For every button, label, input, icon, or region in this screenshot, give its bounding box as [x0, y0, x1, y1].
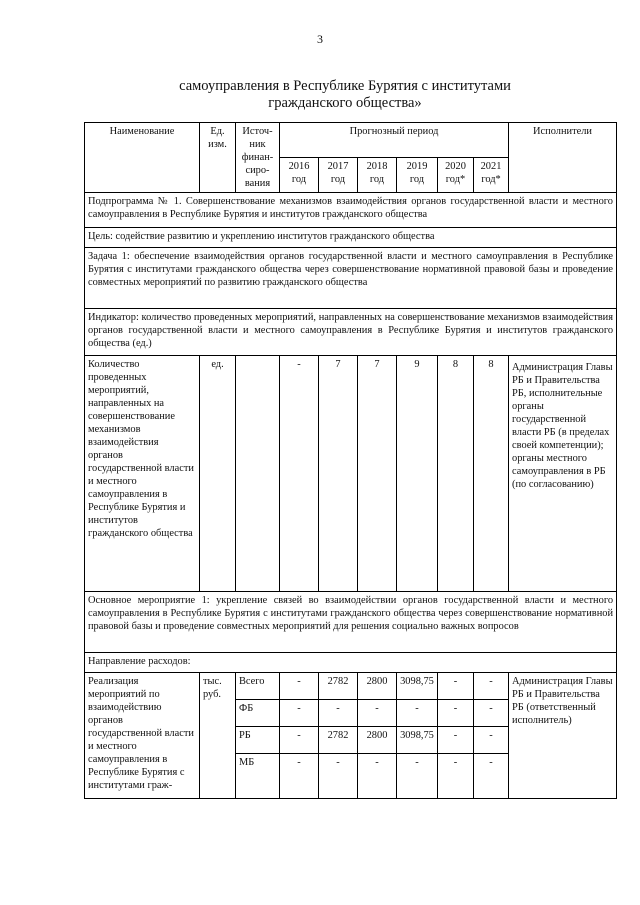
title-line-1: самоуправления в Республике Бурятия с институтами	[179, 78, 511, 94]
header-year-2021: 2021 год*	[474, 158, 509, 193]
header-year-2019: 2019 год	[397, 158, 438, 193]
subprogram-row	[85, 193, 617, 228]
goal-text: Цель: содействие развитию и укреплению институтов гражданского общества	[85, 228, 617, 248]
subprogram-text: Подпрограмма № 1. Совершенствование механизмов взаимодействия органов государственной власти и местного самоуправления в Республике Бурятия и институтов гражданского общества	[85, 193, 617, 228]
header-source: Источ- ник финан- сиро- вания	[236, 123, 280, 193]
expense-total-2020: -	[438, 673, 474, 700]
indicator-value-2017: 7	[319, 356, 358, 592]
header-year-2020: 2020 год*	[438, 158, 474, 193]
expense-mb-2018: -	[358, 754, 397, 799]
expense-direction-text: Направление расходов:	[85, 653, 617, 673]
indicator-data-row	[85, 356, 617, 592]
expense-unit: тыс. руб.	[200, 673, 236, 799]
header-executors: Исполнители	[509, 123, 617, 193]
expense-total-2019: 3098,75	[397, 673, 438, 700]
indicator-value-2019: 9	[397, 356, 438, 592]
expense-total-2021: -	[474, 673, 509, 700]
expense-source-total: Всего	[236, 673, 280, 700]
indicator-row	[85, 309, 617, 356]
program-table	[84, 122, 617, 799]
indicator-text: Индикатор: количество проведенных мероприятий, направленных на совершенствование механизмов взаимодействия органов государственной власти и местного самоуправления в Республике Бурятия и институтов гражданского общества (ед.)	[85, 309, 617, 356]
expense-rb-2021: -	[474, 727, 509, 754]
header-row	[85, 123, 617, 158]
goal-row	[85, 228, 617, 248]
expense-name: Реализация мероприятий по взаимодействию органов государственной власти и местного самоуправления в Республике Бурятия с институтами граж-	[85, 673, 200, 799]
indicator-executors: Администрация Главы РБ и Правительства РБ, исполнительные органы государственной власти РБ (в пределах своей компетенции); органы местного самоуправления в РБ (по согласованию)	[509, 356, 617, 592]
title-line-2: гражданского общества»	[268, 95, 422, 111]
expense-total-2017: 2782	[319, 673, 358, 700]
task-row	[85, 248, 617, 309]
expense-fb-2021: -	[474, 700, 509, 727]
expense-direction-row	[85, 653, 617, 673]
expense-mb-2019: -	[397, 754, 438, 799]
indicator-unit: ед.	[200, 356, 236, 592]
indicator-value-2020: 8	[438, 356, 474, 592]
expense-executors: Администрация Главы РБ и Правительства РБ (ответственный исполнитель)	[509, 673, 617, 799]
main-event-text: Основное мероприятие 1: укрепление связей во взаимодействии органов государственной власти и местного самоуправления в Республике Бурятия с институтами гражданского общества через совершенствование нормативной правовой базы и проведение совместных мероприятий для решения социально важных вопросов	[85, 592, 617, 653]
expense-fb-2016: -	[280, 700, 319, 727]
indicator-source	[236, 356, 280, 592]
header-unit: Ед. изм.	[200, 123, 236, 193]
expense-rb-2017: 2782	[319, 727, 358, 754]
header-forecast: Прогнозный период	[280, 123, 509, 158]
expense-total-2018: 2800	[358, 673, 397, 700]
indicator-value-2016: -	[280, 356, 319, 592]
indicator-value-2018: 7	[358, 356, 397, 592]
main-event-row	[85, 592, 617, 653]
expense-rb-2020: -	[438, 727, 474, 754]
expense-fb-2020: -	[438, 700, 474, 727]
header-year-2016: 2016 год	[280, 158, 319, 193]
expense-source-fb: ФБ	[236, 700, 280, 727]
expense-source-mb: МБ	[236, 754, 280, 799]
document-title	[60, 78, 630, 112]
expense-source-rb: РБ	[236, 727, 280, 754]
expense-total-2016: -	[280, 673, 319, 700]
expense-rb-2019: 3098,75	[397, 727, 438, 754]
page-number: 3	[317, 32, 323, 46]
expense-fb-2017: -	[319, 700, 358, 727]
expense-rb-2016: -	[280, 727, 319, 754]
header-name: Наименование	[85, 123, 200, 193]
header-year-2017: 2017 год	[319, 158, 358, 193]
expense-fb-2019: -	[397, 700, 438, 727]
indicator-name: Количество проведенных мероприятий, направленных на совершенствование механизмов взаимодействия органов государственной власти и местного самоуправления в Республике Бурятия и институтов гражданского общества	[85, 356, 200, 592]
expense-rb-2018: 2800	[358, 727, 397, 754]
expense-fb-2018: -	[358, 700, 397, 727]
header-year-2018: 2018 год	[358, 158, 397, 193]
task-text: Задача 1: обеспечение взаимодействия органов государственной власти и местного самоуправления в Республике Бурятия с институтами гражданского общества через совершенствование нормативной правовой базы и проведение совместных мероприятий по развитию гражданского общества	[85, 248, 617, 309]
expense-mb-2017: -	[319, 754, 358, 799]
indicator-value-2021: 8	[474, 356, 509, 592]
expense-mb-2016: -	[280, 754, 319, 799]
expense-mb-2020: -	[438, 754, 474, 799]
expense-mb-2021: -	[474, 754, 509, 799]
expense-row-total	[85, 673, 617, 700]
